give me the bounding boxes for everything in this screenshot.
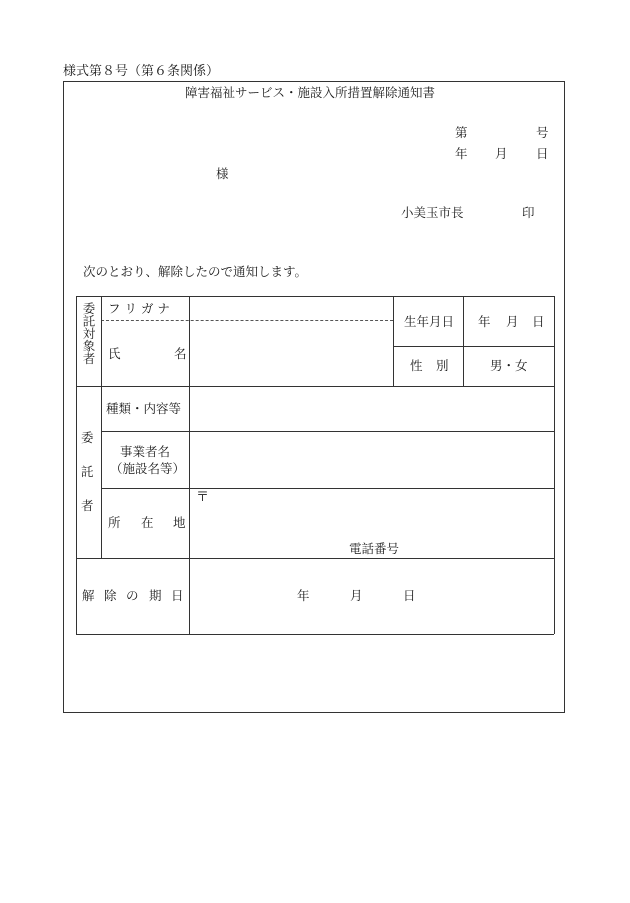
addressee-field[interactable] (80, 165, 210, 183)
birth-day-label: 日 (532, 314, 545, 329)
release-label-char-3: の (126, 588, 139, 603)
entrusted-group-char-3: 者 (81, 498, 94, 513)
entrusted-group-char-2: 託 (81, 464, 94, 479)
addressee-suffix: 様 (216, 166, 229, 181)
birth-month-label: 月 (506, 314, 519, 329)
release-label-char-1: 解 (82, 588, 95, 603)
type-content-label: 種類・内容等 (106, 401, 182, 416)
release-year-label: 年 (297, 588, 310, 603)
issuer-name: 小美玉市長 (401, 205, 464, 220)
address-label-char-3: 地 (173, 515, 186, 530)
business-name-sub-label: （施設名等） (110, 461, 186, 476)
subject-group-label: 委託対象者 (81, 302, 96, 365)
business-name-input[interactable] (191, 433, 552, 486)
type-content-input[interactable] (191, 388, 552, 429)
postal-mark: 〒 (196, 490, 210, 505)
furigana-input[interactable] (191, 298, 391, 318)
doc-number-prefix: 第 (455, 125, 468, 140)
document-title: 障害福祉サービス・施設入所措置解除通知書 (185, 85, 436, 100)
address-label-char-1: 所 (108, 515, 121, 530)
name-input[interactable] (191, 323, 391, 384)
name-label-first: 氏 (108, 346, 121, 361)
sex-label-first: 性 (410, 358, 423, 373)
sex-options[interactable]: 男・女 (490, 358, 528, 373)
date-day-label: 日 (536, 146, 549, 161)
name-label-second: 名 (174, 346, 187, 361)
release-label-char-5: 日 (171, 588, 184, 603)
address-input[interactable] (210, 490, 552, 538)
doc-number-field[interactable] (470, 125, 530, 141)
phone-label: 電話番号 (349, 541, 400, 556)
birth-date-label: 生年月日 (404, 314, 455, 329)
release-month-label: 月 (350, 588, 363, 603)
release-label-char-2: 除 (104, 588, 117, 603)
business-name-label: 事業者名 (120, 444, 171, 459)
seal-mark: 印 (522, 205, 535, 220)
doc-number-suffix: 号 (536, 125, 549, 140)
sex-label-second: 別 (436, 358, 449, 373)
intro-text: 次のとおり、解除したので通知します。 (83, 264, 308, 279)
entrusted-group-char-1: 委 (81, 430, 94, 445)
phone-input[interactable] (405, 540, 550, 556)
date-month-label: 月 (495, 146, 508, 161)
furigana-label: フ リ ガ ナ (108, 301, 170, 316)
date-year-label: 年 (455, 146, 468, 161)
form-number: 様式第８号（第６条関係） (63, 64, 220, 79)
release-label-char-4: 期 (149, 588, 162, 603)
birth-year-label: 年 (478, 314, 491, 329)
release-day-label: 日 (403, 588, 416, 603)
address-label-char-2: 在 (141, 515, 154, 530)
